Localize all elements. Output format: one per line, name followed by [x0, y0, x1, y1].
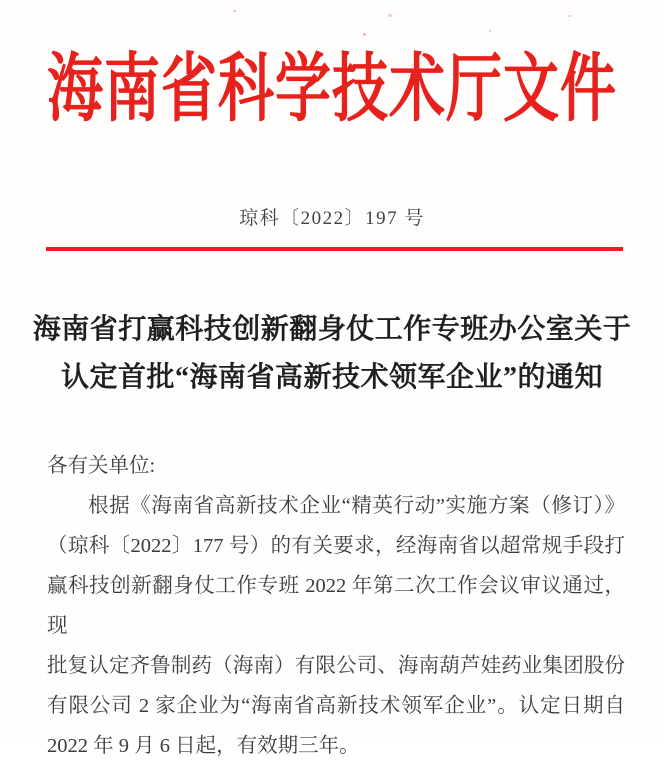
- scan-speck: [568, 15, 571, 17]
- paragraph-line: 根据《海南省高新技术企业“精英行动”实施方案（修订）》: [88, 495, 625, 517]
- paragraph-line: 赢科技创新翻身仗工作专班 2022 年第二次工作会议审议通过，现: [47, 575, 625, 637]
- document-reference-number: 琼科〔2022〕197 号: [239, 208, 425, 229]
- red-header-org-title: 海南省科学技术厅文件: [47, 49, 617, 132]
- scan-speck: [233, 10, 236, 12]
- paragraph-line: 批复认定齐鲁制药（海南）有限公司、海南葫芦娃药业集团股份: [47, 655, 625, 677]
- scan-speck: [388, 14, 392, 17]
- body-paragraph: [47, 486, 625, 766]
- notice-title-line1: 海南省打赢科技创新翻身仗工作专班办公室关于: [32, 314, 632, 345]
- paragraph-line: （琼科〔2022〕177 号）的有关要求，经海南省以超常规手段打: [47, 535, 625, 557]
- notice-title: [20, 306, 644, 402]
- notice-title-line2: 认定首批“海南省高新技术领军企业”的通知: [60, 362, 603, 393]
- red-divider-line: [46, 247, 623, 251]
- paragraph-line: 2022 年 9 月 6 日起，有效期三年。: [47, 735, 360, 757]
- scan-speck: [489, 30, 491, 32]
- document-body: [47, 446, 625, 766]
- salutation: 各有关单位:: [47, 455, 156, 477]
- paragraph-line: 有限公司 2 家企业为“海南省高新技术领军企业”。认定日期自: [47, 695, 625, 717]
- scan-speck: [363, 33, 366, 36]
